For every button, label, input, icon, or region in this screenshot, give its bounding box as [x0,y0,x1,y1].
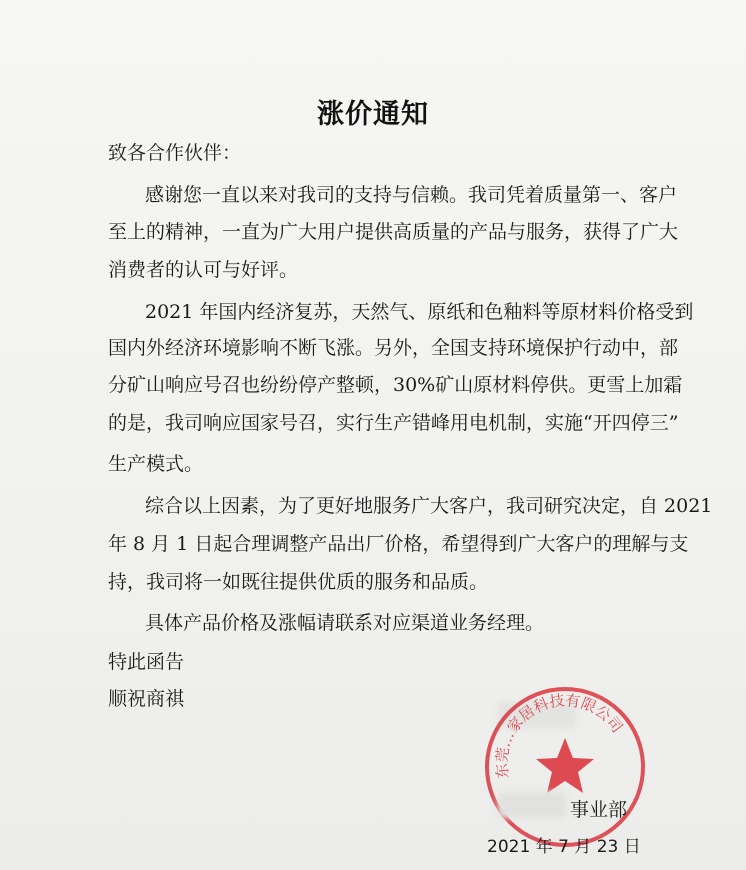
paragraph-3-line-2: 年 8 月 1 日起合理调整产品出厂价格，希望得到广大客户的理解与支 [108,533,689,555]
paragraph-1-line-3: 消费者的认可与好评。 [108,259,299,281]
document-date: 2021 年 7 月 23 日 [487,837,641,857]
department-signature: 事业部 [570,799,628,821]
paragraph-1-line-1: 感谢您一直以来对我司的支持与信赖。我司凭着质量第一、客户 [145,184,678,206]
paragraph-2-line-4: 的是，我司响应国家号召，实行生产错峰用电机制，实施“开四停三” [108,412,679,434]
redacted-department-name [498,792,566,818]
paragraph-2-line-1: 2021 年国内经济复苏，天然气、原纸和色釉料等原材料价格受到 [145,301,694,323]
salutation: 致各合作伙伴： [108,142,242,164]
seal-text: 东莞…家居科技有限公司 [492,691,627,780]
paragraph-2-line-3: 分矿山响应号召也纷纷停产整顿，30%矿山原材料停供。更雪上加霜 [108,374,683,396]
paragraph-3-line-1: 综合以上因素，为了更好地服务广大客户，我司研究决定，自 2021 [145,495,713,517]
paragraph-2-line-5: 生产模式。 [108,453,204,475]
seal-star-icon [536,738,594,793]
redacted-company-name [498,702,576,728]
closing-line-2: 顺祝商祺 [108,688,185,710]
page-title: 涨价通知 [317,99,429,130]
closing-line-1: 特此函告 [108,651,185,673]
paragraph-2-line-2: 国内外经济环境影响不断飞涨。另外，全国支持环境保护行动中，部 [108,337,679,359]
paragraph-1-line-2: 至上的精神，一直为广大用户提供高质量的产品与服务，获得了广大 [108,221,679,243]
paragraph-4: 具体产品价格及涨幅请联系对应渠道业务经理。 [145,612,545,634]
paragraph-3-line-3: 持，我司将一如既往提供优质的服务和品质。 [108,571,489,593]
